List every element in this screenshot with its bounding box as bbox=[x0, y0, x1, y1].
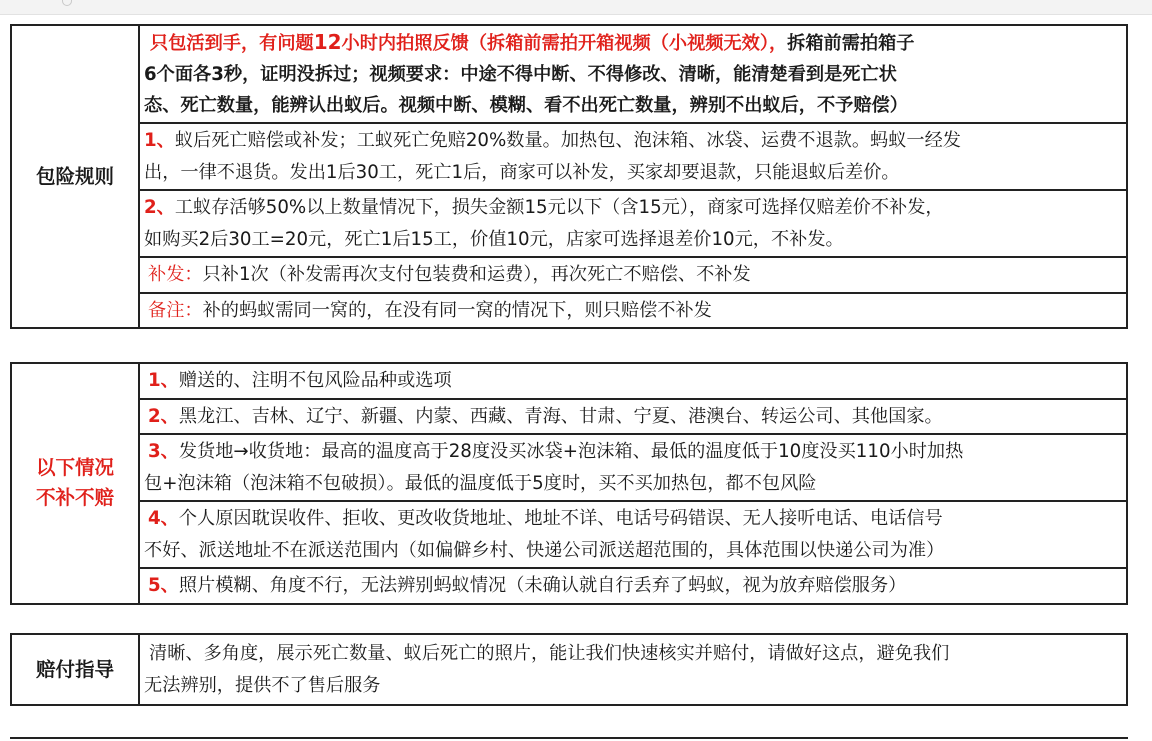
insurance-intro-cell: 只包活到手，有问题12小时内拍照反馈（拆箱前需拍开箱视频（小视频无效），拆箱前需拍箱子 6个面各3秒，证明没拆过；视频要求：中途不得中断、不得修改、清晰，能清楚看到是死亡状 态、死亡数量，能辨认出蚁后。视频中断、模糊、看不出死亡数量，辨别不出蚁后，不予赔偿） bbox=[139, 25, 1127, 123]
next-table-top-border bbox=[10, 737, 1128, 739]
exclusion-item-5: 5、照片模糊、角度不行，无法辨别蚂蚁情况（未确认就自行丢弃了蚂蚁，视为放弃赔偿服务） bbox=[139, 568, 1127, 604]
insurance-rule-2: 2、工蚁存活够50%以上数量情况下，损失金额15元以下（含15元），商家可选择仅赔差价不补发， 如购买2后30工=20元，死亡1后15工，价值10元，店家可选择退差价10元，不补发。 bbox=[139, 190, 1127, 257]
insurance-rule-1: 1、蚁后死亡赔偿或补发；工蚁死亡免赔20%数量。加热包、泡沫箱、冰袋、运费不退款。蚂蚁一经发 出，一律不退货。发出1后30工，死亡1后，商家可以补发，买家却要退款，只能退蚁后差价。 bbox=[139, 123, 1127, 190]
exclusion-item-3: 3、发货地→收货地：最高的温度高于28度没买冰袋+泡沫箱、最低的温度低于10度没买110小时加热 包+泡沫箱（泡沫箱不包破损）。最低的温度低于5度时，买不买加热包，都不包风险 bbox=[139, 434, 1127, 501]
insurance-note: 备注：补的蚂蚁需同一窝的，在没有同一窝的情况下，则只赔偿不补发 bbox=[139, 293, 1127, 329]
insurance-reship: 补发：只补1次（补发需再次支付包装费和运费），再次死亡不赔偿、不补发 bbox=[139, 257, 1127, 293]
exclusion-item-4: 4、个人原因耽误收件、拒收、更改收货地址、地址不详、电话号码错误、无人接听电话、电话信号 不好、派送地址不在派送范围内（如偏僻乡村、快递公司派送超范围的，具体范围以快递公司为准） bbox=[139, 501, 1127, 568]
exclusion-item-2: 2、黑龙江、吉林、辽宁、新疆、内蒙、西藏、青海、甘肃、宁夏、港澳台、转运公司、其他国家。 bbox=[139, 399, 1127, 435]
insurance-rules-header: 包险规则 bbox=[11, 25, 139, 328]
insurance-rules-table bbox=[10, 24, 1128, 329]
top-strip bbox=[0, 0, 1152, 15]
partial-glyph-icon bbox=[62, 0, 72, 6]
exclusions-table bbox=[10, 362, 1128, 605]
compensation-guide-header: 赔付指导 bbox=[11, 634, 139, 705]
exclusions-header: 以下情况 不补不赔 bbox=[11, 363, 139, 604]
compensation-guide-text: 清晰、多角度，展示死亡数量、蚁后死亡的照片，能让我们快速核实并赔付，请做好这点，避免我们 无法辨别，提供不了售后服务 bbox=[139, 634, 1127, 705]
compensation-guide-table bbox=[10, 633, 1128, 706]
exclusion-item-1: 1、赠送的、注明不包风险品种或选项 bbox=[139, 363, 1127, 399]
